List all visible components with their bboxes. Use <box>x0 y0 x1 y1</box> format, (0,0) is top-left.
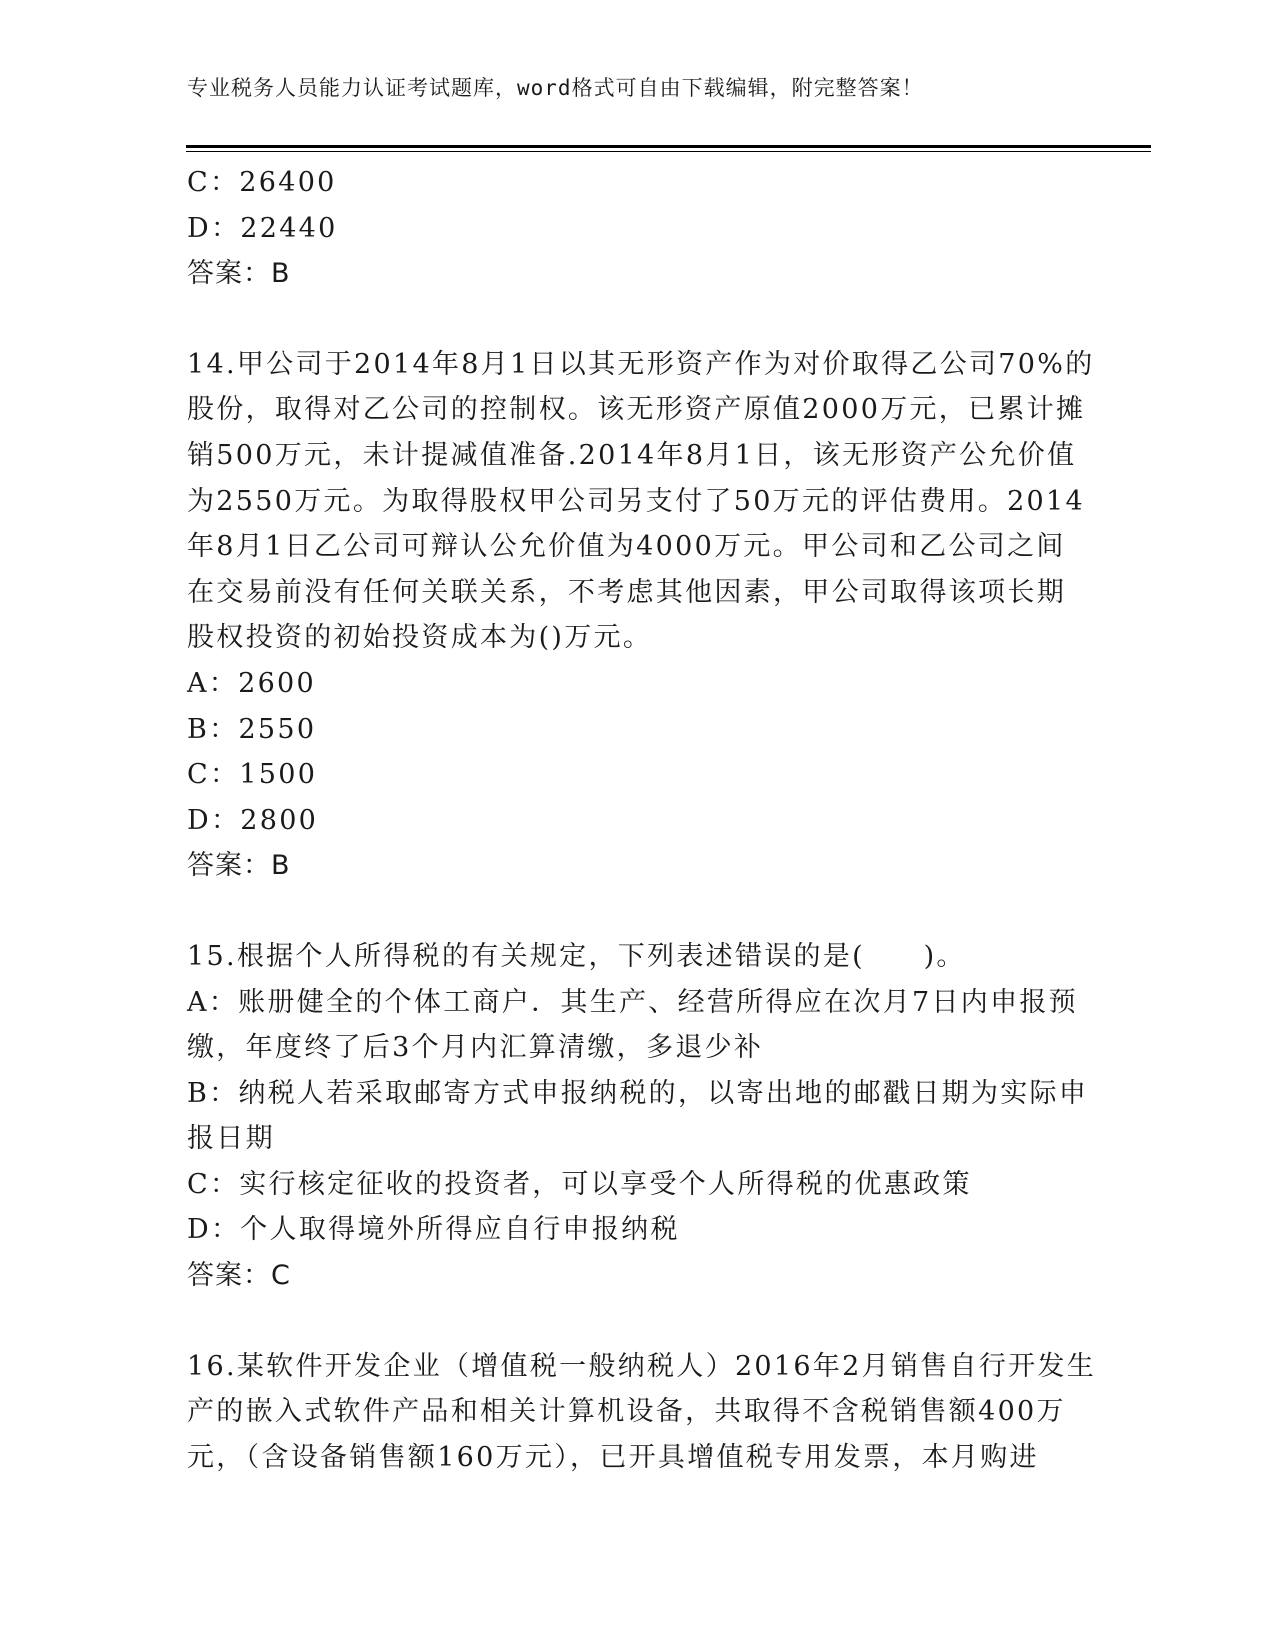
option-b-continued: 报日期 <box>187 1123 275 1155</box>
spacer <box>187 889 1087 934</box>
option-d: D：个人取得境外所得应自行申报纳税 <box>187 1214 680 1246</box>
question-15 <box>187 934 1087 1299</box>
question-stem-line: 股权投资的初始投资成本为()万元。 <box>187 622 653 654</box>
spacer <box>187 1299 1087 1344</box>
question-stem-line: 产的嵌入式软件产品和相关计算机设备，共取得不含税销售额400万 <box>187 1396 1066 1428</box>
spacer <box>187 297 1087 342</box>
question-14 <box>187 342 1095 889</box>
question-13-tail <box>187 160 1087 297</box>
option-c: C：1500 <box>187 759 318 791</box>
question-stem-line: 16.某软件开发企业（增值税一般纳税人）2016年2月销售自行开发生 <box>187 1350 1097 1382</box>
question-stem-line: 在交易前没有任何关联关系，不考虑其他因素，甲公司取得该项长期 <box>187 576 1066 608</box>
question-stem-line: 为2550万元。为取得股权甲公司另支付了50万元的评估费用。2014 <box>187 485 1085 517</box>
question-stem-line: 销500万元，未计提减值准备.2014年8月1日，该无形资产公允价值 <box>187 439 1077 471</box>
question-16 <box>187 1344 1097 1481</box>
option-a: A：2600 <box>187 667 317 699</box>
option-b: B：纳税人若采取邮寄方式申报纳税的，以寄出地的邮戳日期为实际申 <box>187 1077 1089 1109</box>
page-header: 专业税务人员能力认证考试题库，word格式可自由下载编辑，附完整答案！ <box>187 76 924 100</box>
question-stem: 15.根据个人所得税的有关规定，下列表述错误的是( )。 <box>187 940 966 972</box>
question-stem-line: 年8月1日乙公司可辩认公允价值为4000万元。甲公司和乙公司之间 <box>187 531 1066 563</box>
option-d: D：22440 <box>187 212 338 244</box>
answer: 答案：B <box>187 258 291 290</box>
option-d: D：2800 <box>187 804 319 836</box>
question-stem-line: 元，（含设备销售额160万元），已开具增值税专用发票，本月购进 <box>187 1441 1039 1473</box>
header-rule-thick <box>186 145 1151 148</box>
header-rule-thin <box>186 151 1151 152</box>
option-b: B：2550 <box>187 713 317 745</box>
option-c: C：实行核定征收的投资者，可以享受个人所得税的优惠政策 <box>187 1168 972 1200</box>
question-stem-line: 股份，取得对乙公司的控制权。该无形资产原值2000万元，已累计摊 <box>187 394 1086 426</box>
option-a-continued: 缴，年度终了后3个月内汇算清缴，多退少补 <box>187 1032 764 1064</box>
answer: 答案：B <box>187 850 291 882</box>
question-stem-line: 14.甲公司于2014年8月1日以其无形资产作为对价取得乙公司70%的 <box>187 348 1095 380</box>
option-c: C：26400 <box>187 167 337 198</box>
answer: 答案：C <box>187 1260 291 1292</box>
document-body <box>187 160 1097 1480</box>
option-a: A：账册健全的个体工商户．其生产、经营所得应在次月7日内申报预 <box>187 986 1078 1018</box>
